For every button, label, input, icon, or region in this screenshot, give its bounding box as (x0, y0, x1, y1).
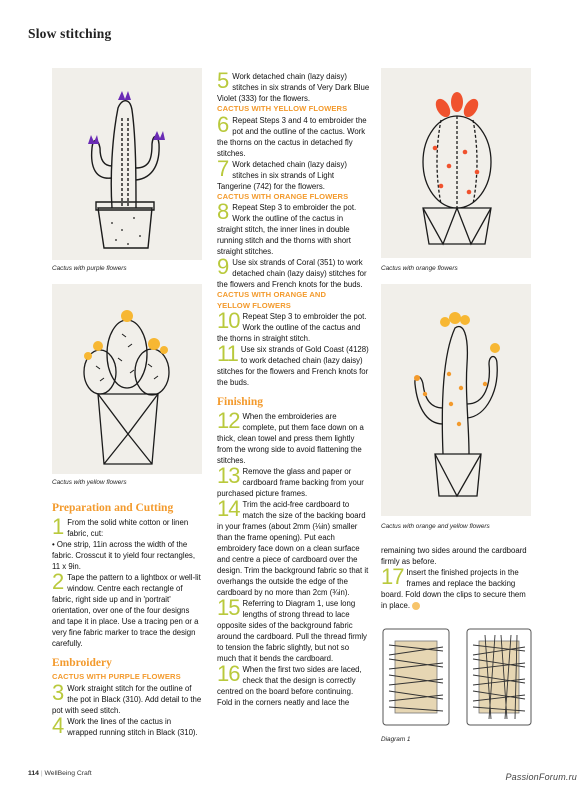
middle-column (217, 68, 370, 708)
step-11 (217, 341, 370, 388)
subhead-orange: CACTUS WITH ORANGE FLOWERS (217, 191, 349, 201)
caption-diagram: Diagram 1 (381, 736, 411, 743)
step-text: Work detached chain (lazy daisy) stitches in six strands of Very Dark Blue Violet (333) for the flowers. (217, 72, 370, 103)
step-number: 13 (217, 463, 240, 488)
right-column (381, 545, 533, 611)
caption-orange: Cactus with orange flowers (381, 265, 458, 272)
photo-purple-cactus (52, 68, 202, 260)
finishing-heading: Finishing (217, 396, 264, 408)
embroidery-heading: Embroidery (52, 657, 112, 669)
step-12 (217, 408, 370, 466)
subhead-yellow: CACTUS WITH YELLOW FLOWERS (217, 104, 348, 113)
step-10 (217, 308, 370, 344)
step-text: Work the lines of the cactus in wrapped running stitch in Black (310). (67, 716, 198, 737)
end-mark-icon (412, 602, 420, 610)
step-number: 16 (217, 661, 240, 686)
step-text: Use six strands of Gold Coast (4128) to work detached chain (lazy daisy) stitches for the flowers and French knots for the buds. (217, 345, 369, 387)
step-text: Repeat Step 3 to embroider the pot. Work the outline of the cactus in straight stitch, the inner lines in double running stitch and the thorns with short straight stitches. (217, 203, 357, 256)
step-14 (217, 496, 370, 598)
page-number: 114 (28, 770, 39, 777)
step-text: When the first two sides are laced, check that the design is correctly centred on the board before continuing. Fold in the corners neatly and lace the (217, 665, 362, 707)
prep-heading: Preparation and Cutting (52, 502, 174, 514)
step-15 (217, 595, 370, 664)
step-text: Remove the glass and paper or cardboard frame backing from your purchased picture frames. (217, 467, 364, 498)
step-text: Repeat Step 3 to embroider the pot. Work the outline of the cactus and the thorns in straight stitch. (217, 312, 367, 343)
step-8 (217, 199, 370, 257)
step-text: When the embroideries are complete, put them face down on a thick, clean towel and press them lightly from the wrong side to avoid flattening the stitches. (217, 412, 364, 465)
step-number: 5 (217, 68, 230, 93)
step-17 (381, 564, 533, 611)
photo-yellow-cactus (52, 284, 202, 474)
subhead-orange-yellow-1: CACTUS WITH ORANGE AND (217, 290, 327, 299)
caption-orange-yellow: Cactus with orange and yellow flowers (381, 523, 490, 530)
step-16-continued: remaining two sides around the cardboard firmly as before. (381, 546, 527, 566)
step-4 (52, 712, 202, 738)
step-text: Work straight stitch for the outline of the pot in Black (310). Add detail to the pot with seed stitch. (52, 683, 202, 715)
caption-purple: Cactus with purple flowers (52, 265, 127, 272)
photo-orange-cactus (381, 68, 531, 258)
step-5 (217, 68, 370, 104)
step-text: Referring to Diagram 1, use long lengths of strong thread to lace opposite sides of the background fabric around the cardboard. Pull the thread firmly to tension the fabric slightly, but not so much that it bends the cardboard. (217, 599, 367, 663)
step-7 (217, 155, 370, 192)
step-text: Tape the pattern to a lightbox or well-lit window. Centre each rectangle of fabric, right side up and in 'portrait' orientation, over one of the four designs and tape it in place. Use a tracing pen or a very fine fabric marker to trace the design carefully. (52, 573, 201, 648)
step-number: 2 (52, 569, 65, 594)
step-number: 8 (217, 199, 230, 224)
step-number: 1 (52, 514, 65, 539)
step-3 (52, 679, 202, 716)
step-16 (217, 661, 370, 708)
step-number: 9 (217, 254, 230, 279)
step-number: 4 (52, 712, 65, 738)
cutting-bullet: • One strip, 11in across the width of the fabric. Crosscut it to yield four rectangles, 11 x 9in. (52, 540, 196, 571)
caption-yellow: Cactus with yellow flowers (52, 479, 127, 486)
step-text: Trim the acid-free cardboard to match the size of the backing board in your frames (about 2mm (⅛in) smaller than the frame opening). Put each embroidery face down on a clean surface and centre a piece of cardboard over the design. Trim the background fabric so that it overhangs the outside the edge of the cardboard by no more than 2cm (¾in). (217, 500, 369, 597)
subhead-purple: CACTUS WITH PURPLE FLOWERS (52, 672, 181, 681)
step-number: 11 (217, 341, 238, 366)
left-column (52, 494, 202, 738)
step-text: Use six strands of Coral (351) to work detached chain (lazy daisy) stitches for the flowers and French knots for the buds. (217, 258, 367, 289)
step-text: Work detached chain (lazy daisy) stitches in six strands of Light Tangerine (742) for the flowers. (217, 159, 347, 191)
step-text: Insert the finished projects in the frames and replace the backing board. Fold down the clips to secure them in place. (381, 568, 526, 610)
watermark: PassionForum.ru (505, 772, 577, 782)
step-number: 7 (217, 155, 230, 181)
step-2 (52, 569, 202, 649)
step-number: 6 (217, 111, 230, 137)
step-number: 15 (217, 595, 240, 620)
step-6 (217, 111, 370, 159)
step-number: 17 (381, 564, 404, 589)
step-number: 3 (52, 679, 65, 705)
page-footer: 114 | WellBeing Craft (28, 770, 92, 777)
subhead-orange-yellow-2: YELLOW FLOWERS (217, 300, 291, 310)
step-13 (217, 463, 370, 499)
photo-orange-yellow-cactus (381, 284, 531, 516)
step-number: 14 (217, 496, 240, 521)
step-number: 10 (217, 308, 240, 333)
step-1 (52, 514, 202, 539)
step-text: Repeat Steps 3 and 4 to embroider the pot and the outline of the cactus. Work the thorns on the cactus in detached fly stitches. (217, 115, 367, 158)
step-9 (217, 254, 370, 290)
page-title: Slow stitching (28, 26, 112, 41)
step-text: From the solid white cotton or linen fabric, cut: (67, 518, 189, 538)
magazine-name: WellBeing Craft (44, 770, 92, 777)
diagram-1 (381, 627, 533, 731)
step-number: 12 (217, 408, 240, 433)
